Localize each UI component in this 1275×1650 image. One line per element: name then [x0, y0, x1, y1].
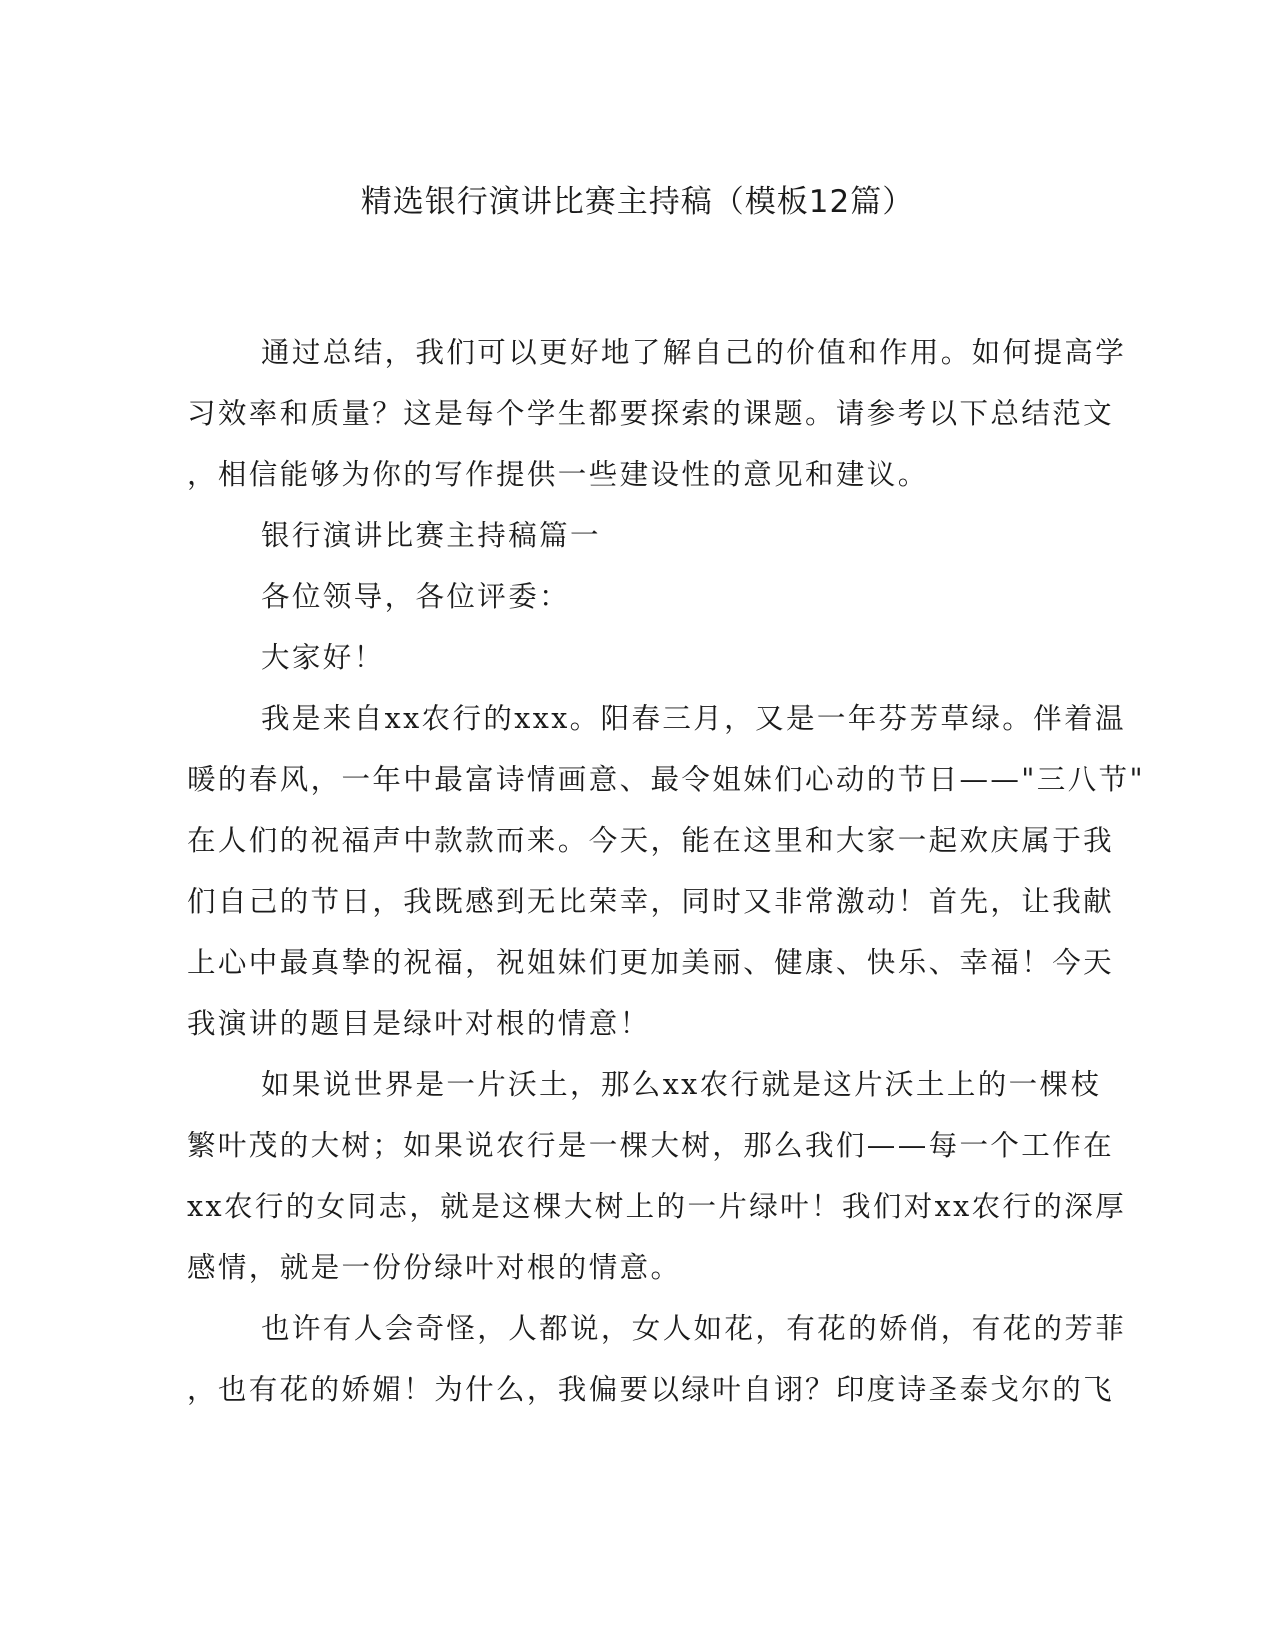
document-title: 精选银行演讲比赛主持稿（模板12篇）	[360, 184, 915, 220]
body-line: 银行演讲比赛主持稿篇一	[261, 519, 601, 552]
body-line: 通过总结，我们可以更好地了解自己的价值和作用。如何提高学	[261, 336, 1127, 369]
body-line: 各位领导，各位评委：	[261, 580, 571, 613]
body-line: 我是来自xx农行的xxx。阳春三月，又是一年芬芳草绿。伴着温	[261, 702, 1126, 735]
body-line: 习效率和质量？这是每个学生都要探索的课题。请参考以下总结范文	[187, 397, 1115, 430]
body-line: 们自己的节日，我既感到无比荣幸，同时又非常激动！首先，让我献	[187, 885, 1115, 918]
body-line: 感情，就是一份份绿叶对根的情意。	[187, 1251, 682, 1284]
body-line: 上心中最真挚的祝福，祝姐妹们更加美丽、健康、快乐、幸福！今天	[187, 946, 1115, 979]
body-line: 繁叶茂的大树；如果说农行是一棵大树，那么我们——每一个工作在	[187, 1129, 1115, 1162]
body-line: 我演讲的题目是绿叶对根的情意！	[187, 1007, 651, 1040]
body-line: ，也有花的娇媚！为什么，我偏要以绿叶自诩？印度诗圣泰戈尔的飞	[187, 1373, 1115, 1406]
body-line: 如果说世界是一片沃土，那么xx农行就是这片沃土上的一棵枝	[261, 1068, 1102, 1101]
body-line: 也许有人会奇怪，人都说，女人如花，有花的娇俏，有花的芳菲	[261, 1312, 1127, 1345]
body-line: 在人们的祝福声中款款而来。今天，能在这里和大家一起欢庆属于我	[187, 824, 1115, 857]
body-line: xx农行的女同志，就是这棵大树上的一片绿叶！我们对xx农行的深厚	[187, 1190, 1127, 1223]
document-body	[187, 322, 1146, 1420]
body-line: 暖的春风，一年中最富诗情画意、最令姐妹们心动的节日——"三八节"	[187, 763, 1146, 796]
body-line: 大家好！	[261, 641, 385, 674]
body-line: ，相信能够为你的写作提供一些建设性的意见和建议。	[187, 458, 929, 491]
